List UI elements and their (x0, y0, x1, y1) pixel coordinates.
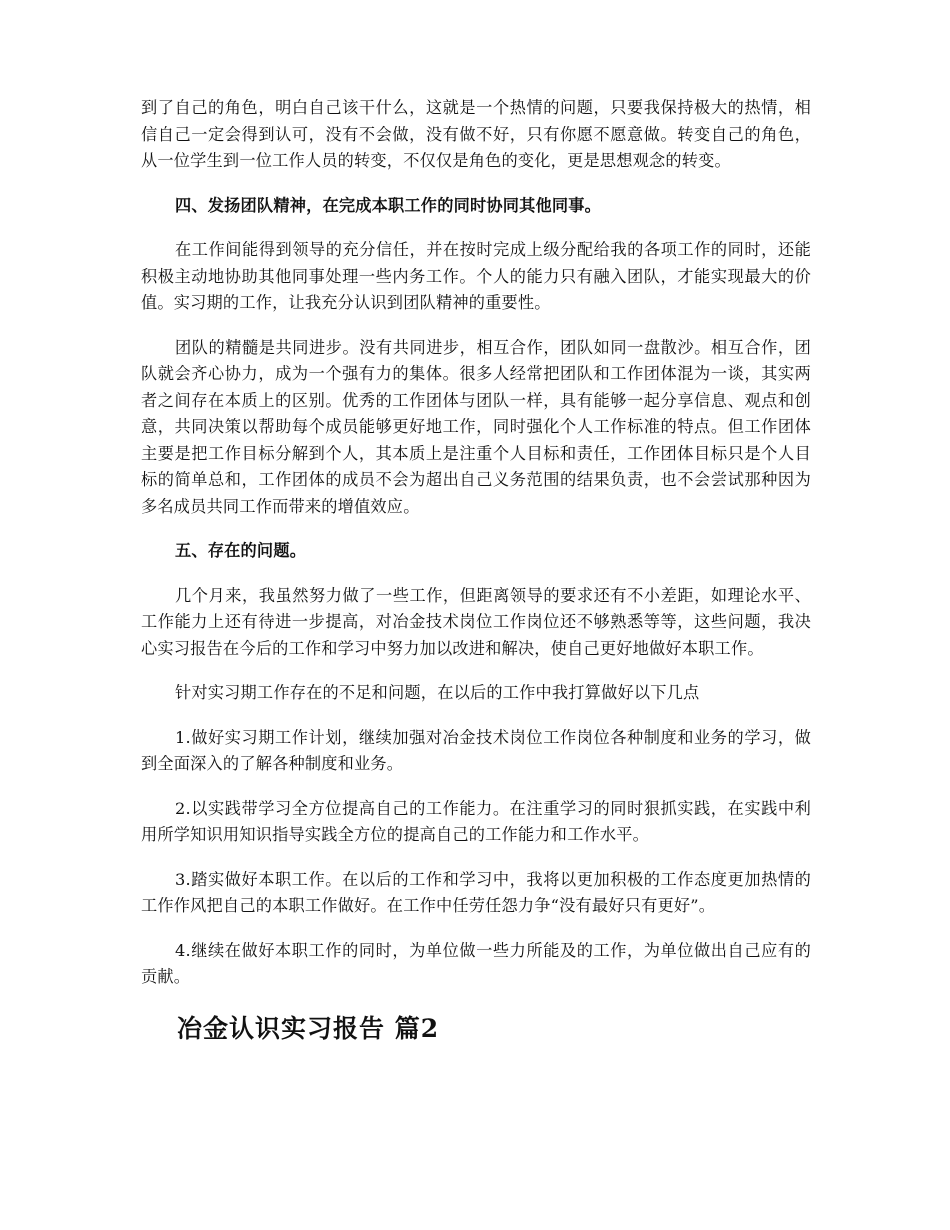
intro-paragraph: 到了自己的角色，明白自己该干什么，这就是一个热情的问题，只要我保持极大的热情，相信自己一定会得到认可，没有不会做，没有做不好，只有你愿不愿意做。转变自己的角色，从一位学生到一位工作人员的转变，不仅仅是角色的变化，更是思想观念的转变。 (141, 98, 811, 170)
plan-item-2: 2.以实践带学习全方位提高自己的工作能力。在注重学习的同时狠抓实践，在实践中利用所学知识用知识指导实践全方位的提高自己的工作能力和工作水平。 (141, 798, 811, 844)
heading-problems: 五、存在的问题。 (175, 541, 307, 560)
document-page (141, 95, 811, 1047)
plan-item-1: 1.做好实习期工作计划，继续加强对冶金技术岗位工作岗位各种制度和业务的学习，做到全面深入的了解各种制度和业务。 (141, 727, 811, 773)
plan-intro-paragraph: 针对实习期工作存在的不足和问题，在以后的工作中我打算做好以下几点 (175, 683, 700, 702)
problems-paragraph: 几个月来，我虽然努力做了一些工作，但距离领导的要求还有不小差距，如理论水平、工作能力上还有待进一步提高，对冶金技术岗位工作岗位还不够熟悉等等，这些问题，我决心实习报告在今后的工作和学习中努力加以改进和解决，使自己更好地做好本职工作。 (141, 585, 811, 658)
team-paragraph-1: 在工作间能得到领导的充分信任，并在按时完成上级分配给我的各项工作的同时，还能积极主动地协助其他同事处理一些内务工作。个人的能力只有融入团队，才能实现最大的价值。实习期的工作，让我充分认识到团队精神的重要性。 (141, 240, 811, 312)
heading-team-spirit: 四、发扬团队精神，在完成本职工作的同时协同其他同事。 (175, 195, 602, 215)
plan-item-4: 4.继续在做好本职工作的同时，为单位做一些力所能及的工作，为单位做出自己应有的贡献。 (141, 940, 811, 986)
plan-item-3: 3.踏实做好本职工作。在以后的工作和学习中，我将以更加积极的工作态度更加热情的工作作风把自己的本职工作做好。在工作中任劳任怨力争“没有最好只有更好”。 (141, 869, 811, 915)
section-title: 冶金认识实习报告 篇2 (177, 1013, 440, 1043)
team-paragraph-2: 团队的精髓是共同进步。没有共同进步，相互合作，团队如同一盘散沙。相互合作，团队就会齐心协力，成为一个强有力的集体。很多人经常把团队和工作团体混为一谈，其实两者之间存在本质上的区别。优秀的工作团体与团队一样，具有能够一起分享信息、观点和创意，共同决策以帮助每个成员能够更好地工作，同时强化个人工作标准的特点。但工作团体主要是把工作目标分解到个人，其本质上是注重个人目标和责任，工作团体目标只是个人目标的简单总和，工作团体的成员不会为超出自己义务范围的结果负责，也不会尝试那种因为多名成员共同工作而带来的增值效应。 (141, 337, 811, 516)
